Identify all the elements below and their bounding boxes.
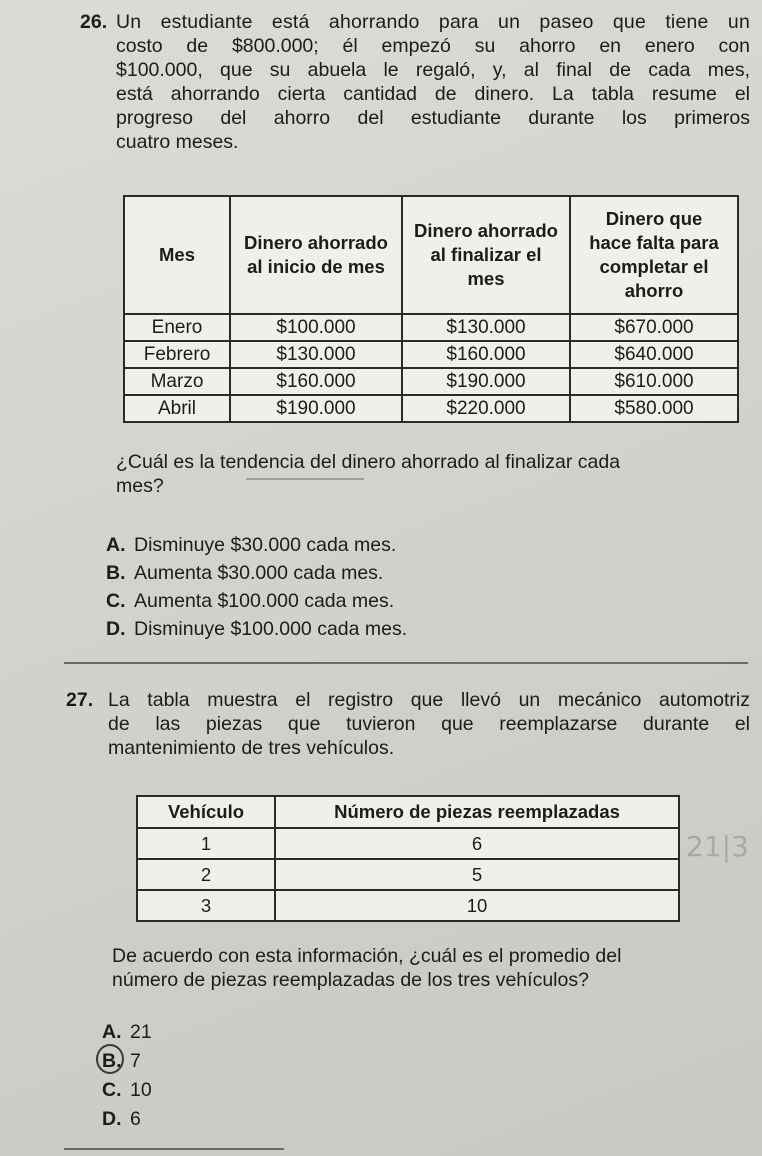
option-letter: D. xyxy=(106,618,126,640)
table-row xyxy=(124,368,738,395)
option-d[interactable] xyxy=(106,615,407,643)
question-26-options xyxy=(106,531,407,643)
cell-inicio: $100.000 xyxy=(230,314,402,341)
bottom-divider xyxy=(64,1148,284,1150)
option-text: 21 xyxy=(130,1021,152,1043)
option-text: Aumenta $100.000 cada mes. xyxy=(134,590,395,612)
option-a[interactable] xyxy=(106,531,407,559)
cell-mes: Enero xyxy=(124,314,230,341)
option-text: 6 xyxy=(130,1108,141,1130)
answer-circle-mark xyxy=(96,1044,124,1074)
option-letter: B. xyxy=(102,1050,122,1072)
cell-falta: $610.000 xyxy=(570,368,738,395)
q26-line: $100.000, que su abuela le regaló, y, al final de cada mes, xyxy=(116,59,750,81)
parts-table xyxy=(136,795,680,922)
cell-vehiculo: 1 xyxy=(137,828,275,859)
header-piezas: Número de piezas reemplazadas xyxy=(275,796,679,828)
option-text: Disminuye $30.000 cada mes. xyxy=(134,534,397,556)
option-text: Disminuye $100.000 cada mes. xyxy=(134,618,408,640)
option-letter: A. xyxy=(102,1021,122,1043)
cell-mes: Febrero xyxy=(124,341,230,368)
savings-table xyxy=(123,195,739,423)
option-a[interactable] xyxy=(102,1018,152,1047)
question-26-prompt xyxy=(116,450,746,498)
q26-line: Un estudiante está ahorrando para un paseo que tiene un xyxy=(116,11,750,33)
question-26-stem xyxy=(80,10,750,154)
option-d[interactable] xyxy=(102,1105,152,1134)
pencil-margin-note: 21|3 xyxy=(686,830,749,863)
question-27-number: 27. xyxy=(66,689,94,711)
cell-inicio: $130.000 xyxy=(230,341,402,368)
header-mes: Mes xyxy=(124,196,230,314)
pencil-underline xyxy=(246,478,364,480)
cell-vehiculo: 3 xyxy=(137,890,275,921)
cell-mes: Abril xyxy=(124,395,230,422)
table-row xyxy=(124,395,738,422)
table-row xyxy=(124,341,738,368)
cell-piezas: 6 xyxy=(275,828,679,859)
table-row xyxy=(137,828,679,859)
cell-falta: $640.000 xyxy=(570,341,738,368)
q27-line: de las piezas que tuvieron que reemplazarse durante el xyxy=(108,713,750,735)
divider xyxy=(64,662,748,664)
cell-final: $220.000 xyxy=(402,395,570,422)
cell-inicio: $160.000 xyxy=(230,368,402,395)
option-text: 7 xyxy=(130,1050,141,1072)
cell-falta: $670.000 xyxy=(570,314,738,341)
header-falta: Dinero que hace falta para completar el ahorro xyxy=(570,196,738,314)
question-27-prompt xyxy=(112,944,752,992)
cell-final: $190.000 xyxy=(402,368,570,395)
q27-prompt-line: De acuerdo con esta información, ¿cuál es el promedio del xyxy=(112,945,622,967)
table-row xyxy=(124,314,738,341)
cell-final: $160.000 xyxy=(402,341,570,368)
option-c[interactable] xyxy=(106,587,407,615)
table-row xyxy=(137,890,679,921)
header-inicio: Dinero ahorrado al inicio de mes xyxy=(230,196,402,314)
q27-line: La tabla muestra el registro que llevó un mecánico automotriz xyxy=(108,689,750,711)
q27-prompt-line: número de piezas reemplazadas de los tres vehículos? xyxy=(112,969,589,991)
q26-line: cuatro meses. xyxy=(116,131,239,153)
cell-mes: Marzo xyxy=(124,368,230,395)
option-letter: A. xyxy=(106,534,126,556)
option-c[interactable] xyxy=(102,1076,152,1105)
question-26-number: 26. xyxy=(80,11,108,33)
option-letter: D. xyxy=(102,1108,122,1130)
q26-line: está ahorrando cierta cantidad de dinero. La tabla resume el xyxy=(116,83,750,105)
header-vehiculo: Vehículo xyxy=(137,796,275,828)
cell-falta: $580.000 xyxy=(570,395,738,422)
q26-prompt-line: ¿Cuál es la tendencia del dinero ahorrado al finalizar cada xyxy=(116,451,621,473)
q26-line: costo de $800.000; él empezó su ahorro en enero con xyxy=(116,35,750,57)
option-text: 10 xyxy=(130,1079,152,1101)
cell-inicio: $190.000 xyxy=(230,395,402,422)
option-letter: C. xyxy=(102,1079,122,1101)
cell-piezas: 10 xyxy=(275,890,679,921)
cell-vehiculo: 2 xyxy=(137,859,275,890)
q26-line: progreso del ahorro del estudiante durante los primeros xyxy=(116,107,750,129)
option-b[interactable] xyxy=(106,559,407,587)
table-row xyxy=(137,859,679,890)
cell-piezas: 5 xyxy=(275,859,679,890)
q26-prompt-line: mes? xyxy=(116,475,164,497)
header-finalizar: Dinero ahorrado al finalizar el mes xyxy=(402,196,570,314)
option-letter: C. xyxy=(106,590,126,612)
question-27-options xyxy=(102,1018,152,1134)
question-27-stem xyxy=(66,688,750,760)
option-letter: B. xyxy=(106,562,126,584)
cell-final: $130.000 xyxy=(402,314,570,341)
q27-line: mantenimiento de tres vehículos. xyxy=(108,737,395,759)
option-text: Aumenta $30.000 cada mes. xyxy=(134,562,384,584)
